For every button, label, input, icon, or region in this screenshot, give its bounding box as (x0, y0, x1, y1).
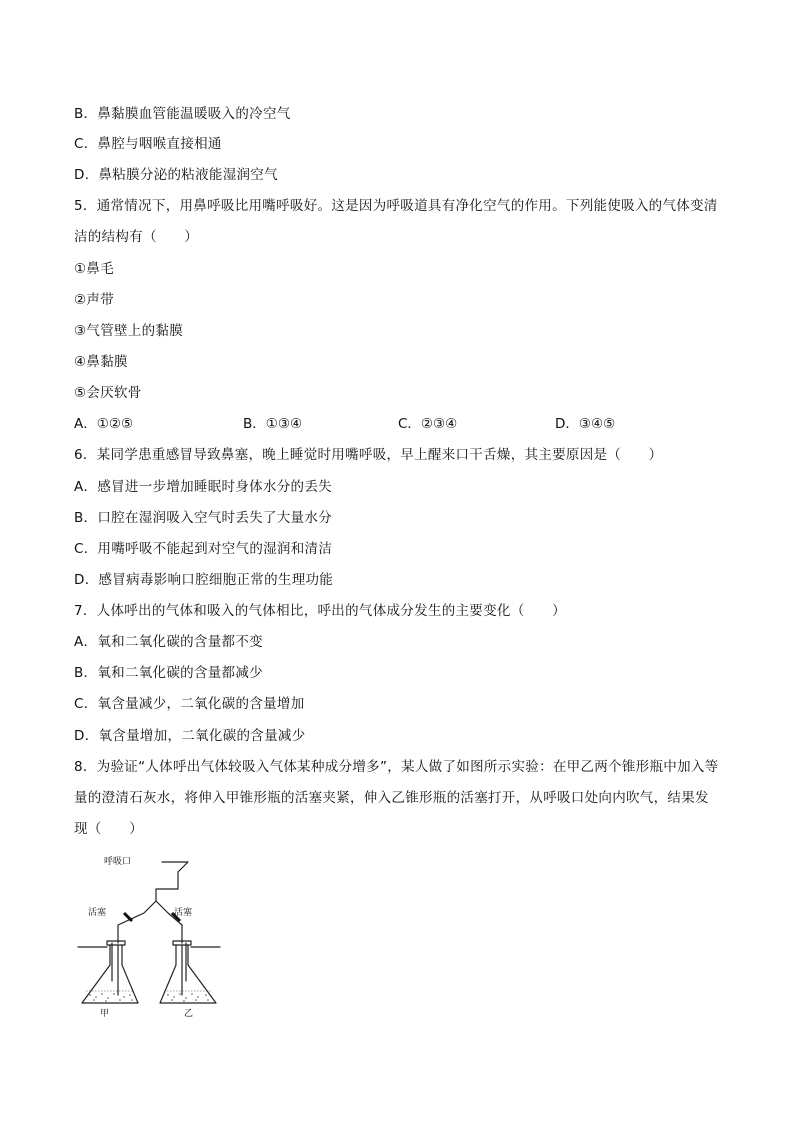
q6-stem: 6．某同学患重感冒导致鼻塞，晚上睡觉时用嘴呼吸，早上醒来口干舌燥，其主要原因是（ ） (74, 447, 663, 463)
q7-option-d: D．氧含量增加，二氧化碳的含量减少 (74, 728, 306, 744)
valve-icons (124, 913, 180, 921)
q6-option-a: A．感冒进一步增加睡眠时身体水分的丢失 (74, 479, 332, 495)
inlet-tube (156, 883, 178, 901)
q5-item-3: ③气管壁上的黏膜 (74, 323, 184, 339)
q6-option-c: C．用嘴呼吸不能起到对空气的湿润和清洁 (74, 541, 333, 557)
q4-option-c: C．鼻腔与咽喉直接相通 (74, 136, 222, 152)
right-valve-label: 活塞 (174, 908, 193, 918)
q5-option-c: C．②③④ (398, 416, 458, 432)
right-flask-label: 乙 (184, 1009, 194, 1019)
q5-option-b: B．①③④ (243, 416, 303, 432)
q5-item-5: ⑤会厌软骨 (74, 385, 142, 401)
apparatus-diagram (74, 853, 224, 1021)
q8-stem-line3: 现（ ） (74, 821, 143, 837)
q5-item-2: ②声带 (74, 292, 115, 308)
left-flask (82, 945, 138, 1003)
q7-option-b: B．氧和二氧化碳的含量都减少 (74, 665, 263, 681)
q5-stem-line1: 5．通常情况下，用鼻呼吸比用嘴呼吸好。这是因为呼吸道具有净化空气的作用。下列能使吸入的气体变清 (74, 198, 718, 214)
q5-option-d: D．③④⑤ (555, 416, 616, 432)
q8-stem-line2: 量的澄清石灰水，将伸入甲锥形瓶的活塞夹紧，伸入乙锥形瓶的活塞打开，从呼吸口处向内吹气，结果发 (74, 790, 709, 806)
q4-option-d: D．鼻粘膜分泌的粘液能湿润空气 (74, 167, 278, 183)
q6-option-b: B．口腔在湿润吸入空气时丢失了大量水分 (74, 510, 332, 526)
q5-item-1: ①鼻毛 (74, 261, 115, 277)
inlet-label: 呼吸口 (104, 857, 132, 867)
funnel-icon (162, 862, 188, 883)
q5-item-4: ④鼻黏膜 (74, 354, 128, 370)
q7-option-c: C．氧含量减少，二氧化碳的含量增加 (74, 696, 305, 712)
q7-option-a: A．氧和二氧化碳的含量都不变 (74, 634, 263, 650)
q4-option-b: B．鼻黏膜血管能温暖吸入的冷空气 (74, 106, 291, 122)
right-flask (160, 945, 216, 1003)
q5-option-a: A．①②⑤ (74, 416, 134, 432)
left-flask-label: 甲 (100, 1009, 110, 1019)
limewater-dots (89, 993, 209, 1002)
left-valve-label: 活塞 (88, 908, 107, 918)
q8-apparatus-figure (74, 853, 224, 1021)
q6-option-d: D．感冒病毒影响口腔细胞正常的生理功能 (74, 572, 334, 588)
q5-stem-line2: 洁的结构有（ ） (74, 229, 199, 245)
q7-stem: 7．人体呼出的气体和吸入的气体相比，呼出的气体成分发生的主要变化（ ） (74, 603, 566, 619)
left-branch-tube (118, 901, 156, 943)
q8-stem-line1: 8．为验证“人体呼出气体较吸入气体某种成分增多”，某人做了如图所示实验：在甲乙两个锥形瓶中加入等 (74, 759, 719, 775)
